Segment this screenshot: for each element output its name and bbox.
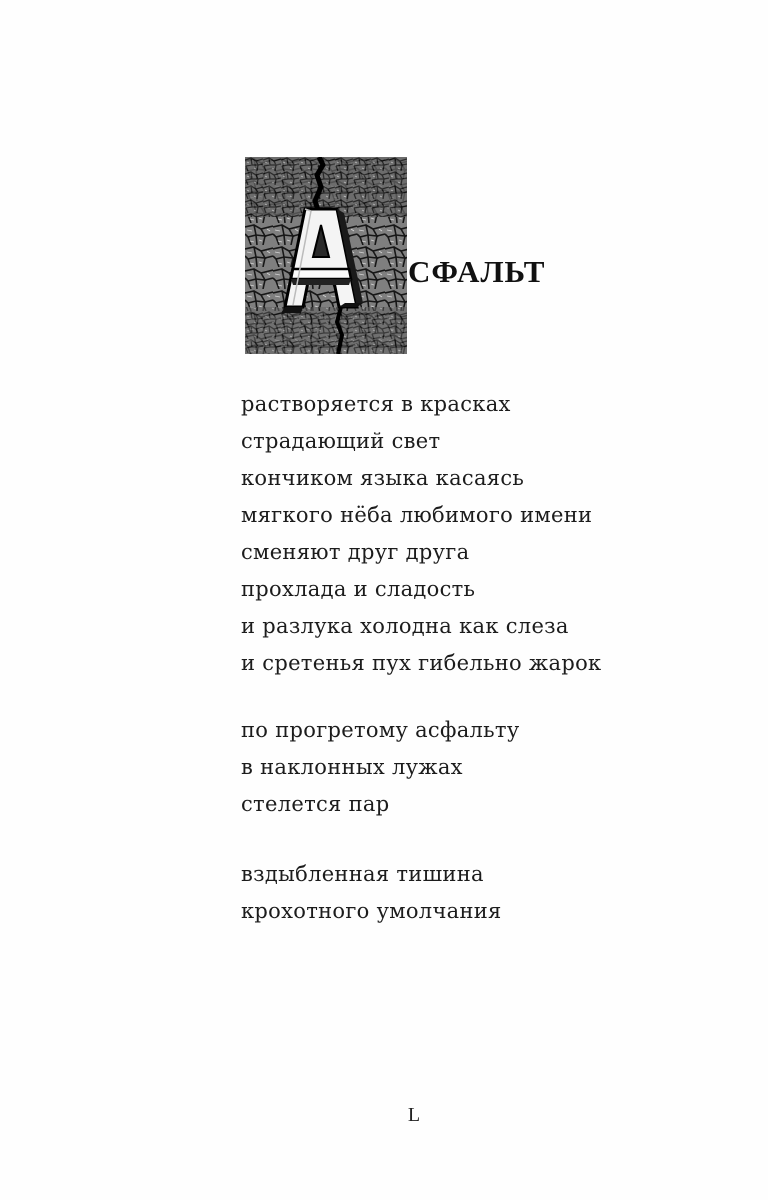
verse-line: в наклонных лужах xyxy=(241,755,463,779)
verse-line: растворяется в красках xyxy=(241,392,511,416)
verse-line: сменяют друг друга xyxy=(241,540,470,564)
poem-title xyxy=(245,157,545,354)
verse-line: по прогретому асфальту xyxy=(241,718,520,742)
verse-line: страдающий свет xyxy=(241,429,441,453)
drop-cap-illustration xyxy=(245,157,407,354)
verse-line: и разлука холодна как слеза xyxy=(241,614,569,638)
verse-line: кончиком языка касаясь xyxy=(241,466,525,490)
verse-line: вздыбленная тишина xyxy=(241,862,484,886)
verse-line: стелется пар xyxy=(241,792,390,816)
verse-line: мягкого нёба любимого имени xyxy=(241,503,593,527)
page-number: L xyxy=(407,1104,421,1126)
verse-line: крохотного умолчания xyxy=(241,899,502,923)
stanza-2 xyxy=(241,712,519,823)
stanza-3 xyxy=(241,856,502,930)
verse-line: и сретенья пух гибельно жарок xyxy=(241,651,602,675)
title-text: СФАЛЬТ xyxy=(408,254,546,289)
stanza-1 xyxy=(241,386,601,682)
verse-line: прохлада и сладость xyxy=(241,577,476,601)
